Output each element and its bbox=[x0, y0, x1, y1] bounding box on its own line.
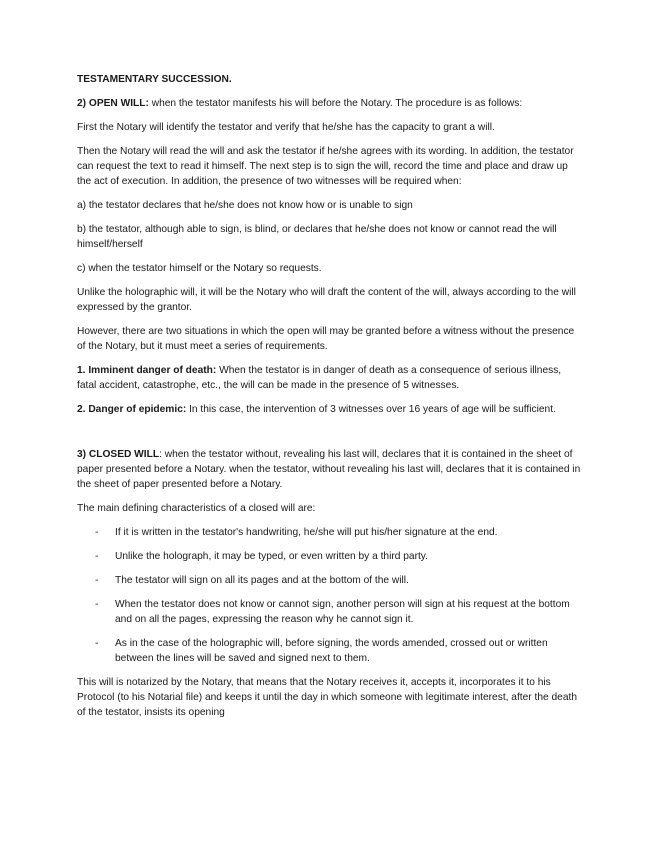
open-will-paragraph-2: Then the Notary will read the will and ask the testator if he/she agrees with its wording. In addition, the testator can request the text to read it himself. The next step is to sign the will, record the time and place and draw up the act of execution. In addition, the presence of two witnesses will be required when: bbox=[77, 146, 574, 187]
document-title: TESTAMENTARY SUCCESSION. bbox=[77, 74, 232, 85]
closed-will-heading bbox=[77, 447, 583, 492]
open-will-paragraph-4: However, there are two situations in which the open will may be granted before a witness without the presence of the Notary, but it must meet a series of requirements. bbox=[77, 326, 575, 352]
open-will-case-a: a) the testator declares that he/she does not know how or is unable to sign bbox=[77, 200, 413, 211]
dash-bullet: - bbox=[95, 638, 99, 649]
list-item-text: Unlike the holograph, it may be typed, or even written by a third party. bbox=[115, 551, 428, 562]
requirement-2-text: In this case, the intervention of 3 witnesses over 16 years of age will be sufficient. bbox=[186, 404, 556, 415]
requirement-2-label: 2. Danger of epidemic: bbox=[77, 404, 187, 415]
closed-will-closing: This will is notarized by the Notary, that means that the Notary receives it, accepts it, incorporates it to his Protocol (to his Notarial file) and keeps it until the day in which someone with legitimate interest, after the death of the testator, insists its opening bbox=[77, 677, 578, 718]
requirement-1 bbox=[77, 363, 583, 393]
dash-bullet: - bbox=[95, 527, 99, 538]
open-will-case-b: b) the testator, although able to sign, is blind, or declares that he/she does not know or cannot read the will himself/herself bbox=[77, 224, 557, 250]
open-will-case-c: c) when the testator himself or the Notary so requests. bbox=[77, 263, 322, 274]
list-item bbox=[77, 549, 583, 564]
dash-bullet: - bbox=[95, 599, 99, 610]
list-item-text: As in the case of the holographic will, before signing, the words amended, crossed out or written between the lines will be saved and signed next to them. bbox=[115, 638, 548, 664]
list-item bbox=[77, 597, 583, 627]
closed-will-label: 3) CLOSED WILL bbox=[77, 449, 160, 460]
open-will-definition: when the testator manifests his will before the Notary. The procedure is as follows: bbox=[148, 98, 523, 109]
open-will-heading bbox=[77, 96, 583, 111]
list-item bbox=[77, 525, 583, 540]
closed-will-intro: The main defining characteristics of a closed will are: bbox=[77, 503, 316, 514]
requirement-1-label: 1. Imminent danger of death: bbox=[77, 365, 217, 376]
requirement-2 bbox=[77, 402, 583, 417]
closed-will-characteristics bbox=[77, 525, 583, 666]
document-page bbox=[77, 72, 583, 729]
requirement-1-text: When the testator is in danger of death as a consequence of serious illness, fatal accident, catastrophe, etc., the will can be made in the presence of 5 witnesses. bbox=[77, 365, 562, 391]
list-item-text: The testator will sign on all its pages and at the bottom of the will. bbox=[115, 575, 409, 586]
open-will-paragraph-1: First the Notary will identify the testator and verify that he/she has the capacity to grant a will. bbox=[77, 122, 495, 133]
closed-will-definition: : when the testator without, revealing his last will, declares that it is contained in the sheet of paper presented before a Notary. when the testator, without revealing his last will, declares that it is contained in the sheet of paper presented before a Notary. bbox=[77, 449, 581, 490]
list-item-text: If it is written in the testator's handwriting, he/she will put his/her signature at the end. bbox=[115, 527, 498, 538]
list-item bbox=[77, 636, 583, 666]
dash-bullet: - bbox=[95, 551, 99, 562]
list-item bbox=[77, 573, 583, 588]
section-spacer bbox=[77, 426, 583, 447]
open-will-label: 2) OPEN WILL: bbox=[77, 98, 149, 109]
dash-bullet: - bbox=[95, 575, 99, 586]
list-item-text: When the testator does not know or cannot sign, another person will sign at his request at the bottom and on all the pages, expressing the reason why he cannot sign it. bbox=[115, 599, 570, 625]
open-will-paragraph-3: Unlike the holographic will, it will be the Notary who will draft the content of the will, always according to the will expressed by the grantor. bbox=[77, 287, 576, 313]
